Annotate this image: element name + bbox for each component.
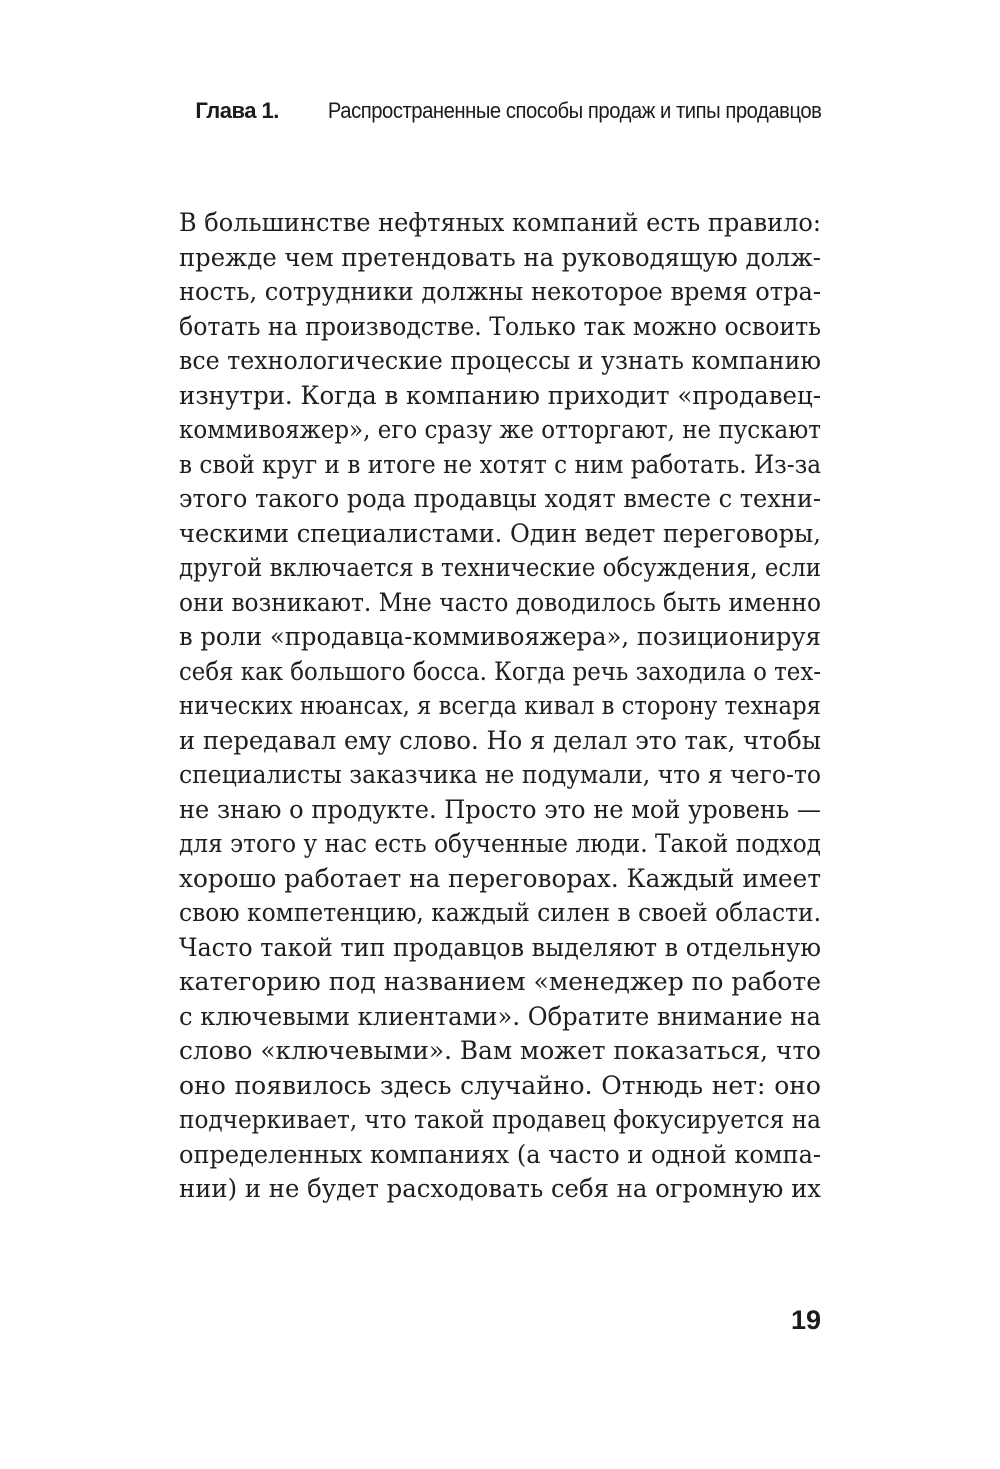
body-text	[179, 206, 821, 1207]
text-line: слово «ключевыми». Вам может показаться, что	[179, 1036, 821, 1065]
text-line: для этого у нас есть обученные люди. Такой подход	[179, 829, 822, 858]
text-line: в свой круг и в итоге не хотят с ним работать. Из-за	[179, 449, 822, 479]
text-line: подчеркивает, что такой продавец фокусируется на	[179, 1105, 821, 1134]
text-line: не знаю о продукте. Просто это не мой уровень —	[179, 794, 821, 824]
text-line: изнутри. Когда в компанию приходит «продавец-	[179, 380, 822, 410]
chapter-title: Распространенные способы продаж и типы продавцов	[327, 98, 821, 123]
text-line: специалисты заказчика не подумали, что я чего-то	[179, 760, 822, 789]
text-line: и передавал ему слово. Но я делал это так, чтобы	[179, 725, 822, 755]
text-line: себя как большого босса. Когда речь заходила о тех-	[179, 656, 821, 686]
text-line: коммивояжер», его сразу же отторгают, не пускают	[179, 415, 821, 444]
text-line: этого такого рода продавцы ходят вместе с техни-	[179, 484, 822, 513]
text-line: другой включается в технические обсуждения, если	[179, 553, 822, 582]
text-line: В большинстве нефтяных компаний есть правило:	[179, 208, 821, 237]
text-line: категорию под названием «менеджер по работе	[179, 967, 822, 996]
text-line: определенных компаниях (а часто и одной компа-	[179, 1139, 822, 1169]
text-line: прежде чем претендовать на руководящую долж-	[179, 242, 821, 272]
page-number: 19	[790, 1305, 821, 1335]
text-line: нии) и не будет расходовать себя на огромную их	[179, 1174, 822, 1203]
text-line: оно появилось здесь случайно. Отнюдь нет: оно	[179, 1070, 821, 1100]
text-line: хорошо работает на переговорах. Каждый имеет	[179, 863, 821, 893]
text-line: свою компетенцию, каждый силен в своей области.	[179, 898, 822, 927]
running-header	[179, 98, 821, 124]
text-line: ботать на производстве. Только так можно освоить	[179, 311, 822, 341]
text-line: с ключевыми клиентами». Обратите внимание на	[179, 1001, 821, 1031]
text-line: Часто такой тип продавцов выделяют в отдельную	[179, 932, 821, 962]
text-line: нических нюансах, я всегда кивал в сторону технаря	[179, 691, 821, 720]
text-line: ческими специалистами. Один ведет переговоры,	[179, 518, 822, 548]
text-line: все технологические процессы и узнать компанию	[179, 346, 822, 375]
text-line: ность, сотрудники должны некоторое время отра-	[179, 277, 822, 306]
chapter-label: Глава 1.	[195, 98, 279, 123]
text-line: в роли «продавца-коммивояжера», позиционируя	[179, 622, 821, 651]
text-line: они возникают. Мне часто доводилось быть именно	[179, 587, 822, 617]
